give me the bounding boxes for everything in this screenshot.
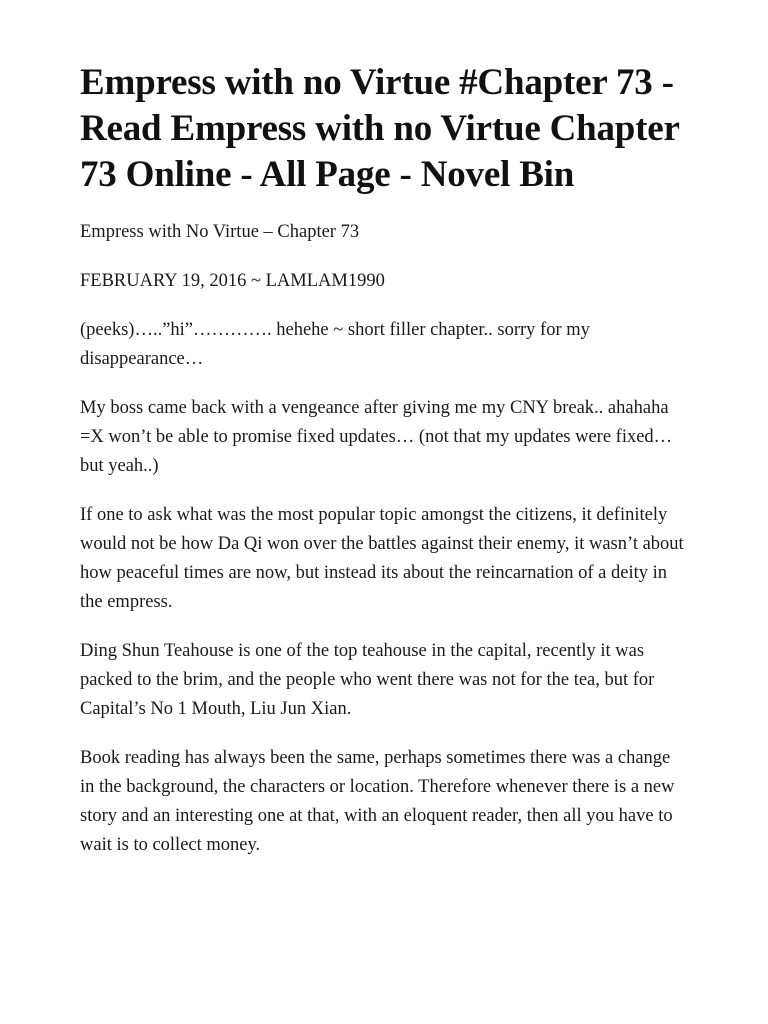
article-paragraph: Ding Shun Teahouse is one of the top teahouse in the capital, recently it was packed to the brim, and the people who went there was not for the tea, but for Capital’s No 1 Mouth, Liu Jun Xian.	[80, 641, 655, 719]
chapter-subtitle: Empress with No Virtue – Chapter 73	[80, 222, 360, 242]
article-paragraph: My boss came back with a vengeance after giving me my CNY break.. ahahaha =X won’t be able to promise fixed updates… (not that my updates were fixed…but yeah..)	[80, 398, 673, 476]
page-title: Empress with no Virtue #Chapter 73 - Read Empress with no Virtue Chapter 73 Online - All Page - Novel Bin	[80, 62, 680, 195]
post-date-author: FEBRUARY 19, 2016 ~ LAMLAM1990	[80, 271, 385, 291]
article-paragraph: Book reading has always been the same, perhaps sometimes there was a change in the background, the characters or location. Therefore whenever there is a new story and an interesting one at that, with an eloquent reader, then all you have to wait is to collect money.	[80, 748, 675, 855]
article-paragraph: If one to ask what was the most popular topic amongst the citizens, it definitely would not be how Da Qi won over the battles against their enemy, it wasn’t about how peaceful times are now, but instead its about the reincarnation of a deity in the empress.	[80, 505, 684, 612]
article-paragraph: (peeks)…..”hi”…………. hehehe ~ short filler chapter.. sorry for my disappearance…	[80, 320, 590, 369]
